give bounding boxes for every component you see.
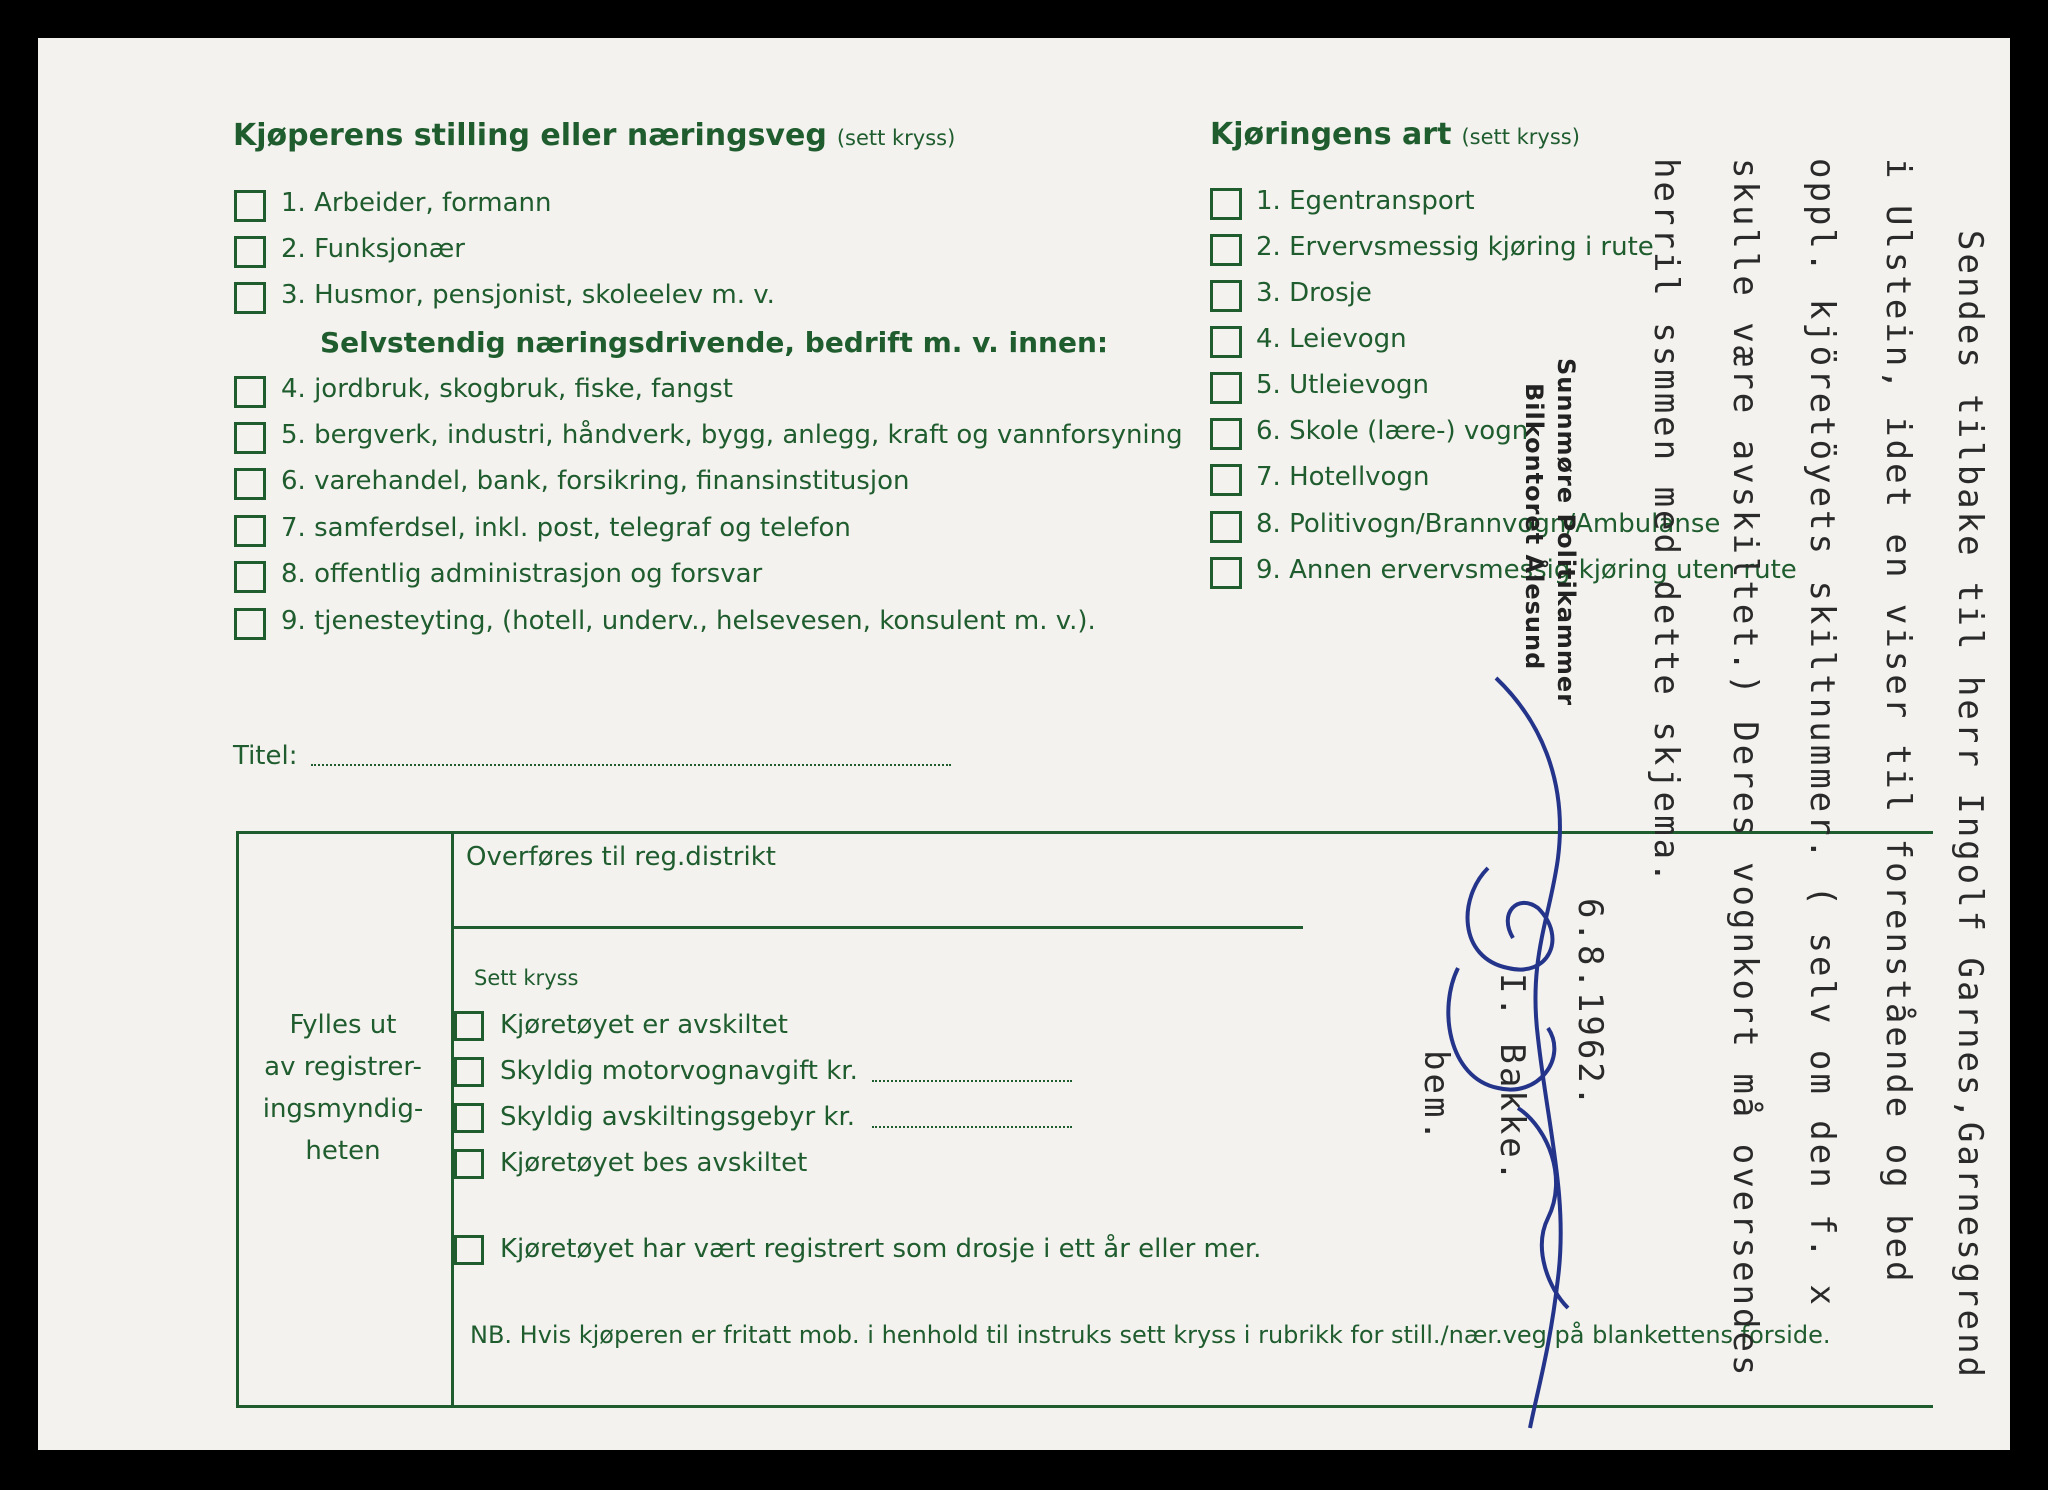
occupation-item-6: 6. varehandel, bank, forsikring, finansinstitusjon <box>281 466 910 496</box>
deregistration-fee-label: Skyldig avskiltingsgebyr kr. <box>500 1102 856 1132</box>
tick-instruction: Sett kryss <box>474 966 579 990</box>
checkbox-driving-9[interactable] <box>1210 557 1242 589</box>
occupation-item-7: 7. samferdsel, inkl. post, telegraf og telefon <box>281 513 851 543</box>
checkbox-occupation-1[interactable] <box>234 190 266 222</box>
checkbox-driving-3[interactable] <box>1210 280 1242 312</box>
typed-line-5: herril ssmmen med dette skjema. <box>1646 158 1686 886</box>
checkbox-occupation-7[interactable] <box>234 515 266 547</box>
occupation-item-4: 4. jordbruk, skogbruk, fiske, fangst <box>281 374 733 404</box>
driving-item-3: 3. Drosje <box>1256 278 1372 308</box>
typed-line-3: oppl. kjöretöyets skiltnummer. ( selv om den f. x <box>1802 158 1842 1309</box>
occupation-item-3: 3. Husmor, pensjonist, skoleelev m. v. <box>281 280 775 310</box>
checkbox-occupation-6[interactable] <box>234 468 266 500</box>
occupation-item-8: 8. offentlig administrasjon og forsvar <box>281 559 763 589</box>
typed-line-1: Sendes tilbake til herr Ingolf Garnes,Garnesgrend <box>1950 230 1990 1381</box>
checkbox-driving-1[interactable] <box>1210 188 1242 220</box>
driving-item-6: 6. Skole (lære-) vogn <box>1256 416 1529 446</box>
checkbox-occupation-4[interactable] <box>234 376 266 408</box>
checkbox-driving-7[interactable] <box>1210 464 1242 496</box>
deregistration-fee-amount-field[interactable] <box>872 1126 1072 1128</box>
driving-item-2: 2. Ervervsmessig kjøring i rute <box>1256 232 1654 262</box>
checkbox-occupation-3[interactable] <box>234 282 266 314</box>
checkbox-deregistration-fee[interactable] <box>454 1103 484 1133</box>
checkbox-motor-tax[interactable] <box>454 1057 484 1087</box>
checkbox-driving-6[interactable] <box>1210 418 1242 450</box>
motor-tax-label: Skyldig motorvognavgift kr. <box>500 1056 858 1086</box>
checkbox-occupation-8[interactable] <box>234 561 266 593</box>
nb-note: NB. Hvis kjøperen er fritatt mob. i henhold til instruks sett kryss i rubrikk for still./nær.veg på blankettens forside. <box>470 1321 1831 1349</box>
office-stamp-line-2: Bilkontoret Ålesund <box>1520 383 1548 671</box>
deregistered-label: Kjøretøyet er avskiltet <box>500 1010 788 1040</box>
motor-tax-amount-field[interactable] <box>872 1080 1072 1082</box>
checkbox-occupation-5[interactable] <box>234 422 266 454</box>
checkbox-occupation-9[interactable] <box>234 608 266 640</box>
box-bottom-border <box>236 1405 1933 1408</box>
driving-type-heading: Kjøringens art (sett kryss) <box>1210 117 1580 152</box>
checkbox-deregistered[interactable] <box>454 1011 484 1041</box>
typed-line-2: i Ulstein, idet en viser til forenstående og bed <box>1878 158 1918 1285</box>
typed-date: 6.8.1962. <box>1570 898 1610 1110</box>
office-stamp-line-1: Sunnmøre Politikammer <box>1552 358 1580 707</box>
typed-line-4: skulle være avskiltet.) Deres vognkort må oversendes <box>1725 158 1765 1379</box>
occupation-item-1: 1. Arbeider, formann <box>281 188 552 218</box>
transfer-district-label: Overføres til reg.distrikt <box>466 842 776 872</box>
checkbox-driving-5[interactable] <box>1210 372 1242 404</box>
driving-item-8: 8. Politivogn/Brannvogn/Ambulanse <box>1256 509 1721 539</box>
form-sheet <box>38 38 2010 1450</box>
driving-item-5: 5. Utleievogn <box>1256 370 1430 400</box>
driving-item-1: 1. Egentransport <box>1256 186 1475 216</box>
request-deregister-label: Kjøretøyet bes avskiltet <box>500 1148 808 1178</box>
driving-item-4: 4. Leievogn <box>1256 324 1407 354</box>
checkbox-driving-8[interactable] <box>1210 511 1242 543</box>
taxi-year-label: Kjøretøyet har vært registrert som drosje i ett år eller mer. <box>500 1234 1262 1264</box>
title-label: Titel: <box>233 741 298 771</box>
handwritten-signature <box>1418 658 1618 1438</box>
self-employed-subheading: Selvstendig næringsdrivende, bedrift m. v. innen: <box>320 326 1109 359</box>
occupation-item-2: 2. Funksjonær <box>281 234 465 264</box>
occupation-item-9: 9. tjenesteyting, (hotell, underv., helsevesen, konsulent m. v.). <box>281 606 1096 636</box>
transfer-district-field[interactable] <box>453 926 1303 929</box>
checkbox-taxi-year[interactable] <box>454 1235 484 1265</box>
occupation-item-5: 5. bergverk, industri, håndverk, bygg, anlegg, kraft og vannforsyning <box>281 420 1183 450</box>
checkbox-request-deregister[interactable] <box>454 1149 484 1179</box>
driving-item-7: 7. Hotellvogn <box>1256 462 1430 492</box>
title-field[interactable] <box>311 764 951 766</box>
typed-name: I. Bakke. <box>1492 973 1532 1185</box>
filled-by-authority-label: Fylles ut av registrer- ingsmyndig- heten <box>262 1010 424 1166</box>
checkbox-driving-4[interactable] <box>1210 326 1242 358</box>
typed-abbrev: bem. <box>1416 1050 1456 1144</box>
buyer-occupation-heading: Kjøperens stilling eller næringsveg (sett kryss) <box>233 118 956 153</box>
checkbox-occupation-2[interactable] <box>234 236 266 268</box>
checkbox-driving-2[interactable] <box>1210 234 1242 266</box>
driving-item-9: 9. Annen ervervsmessig kjøring uten rute <box>1256 555 1797 585</box>
